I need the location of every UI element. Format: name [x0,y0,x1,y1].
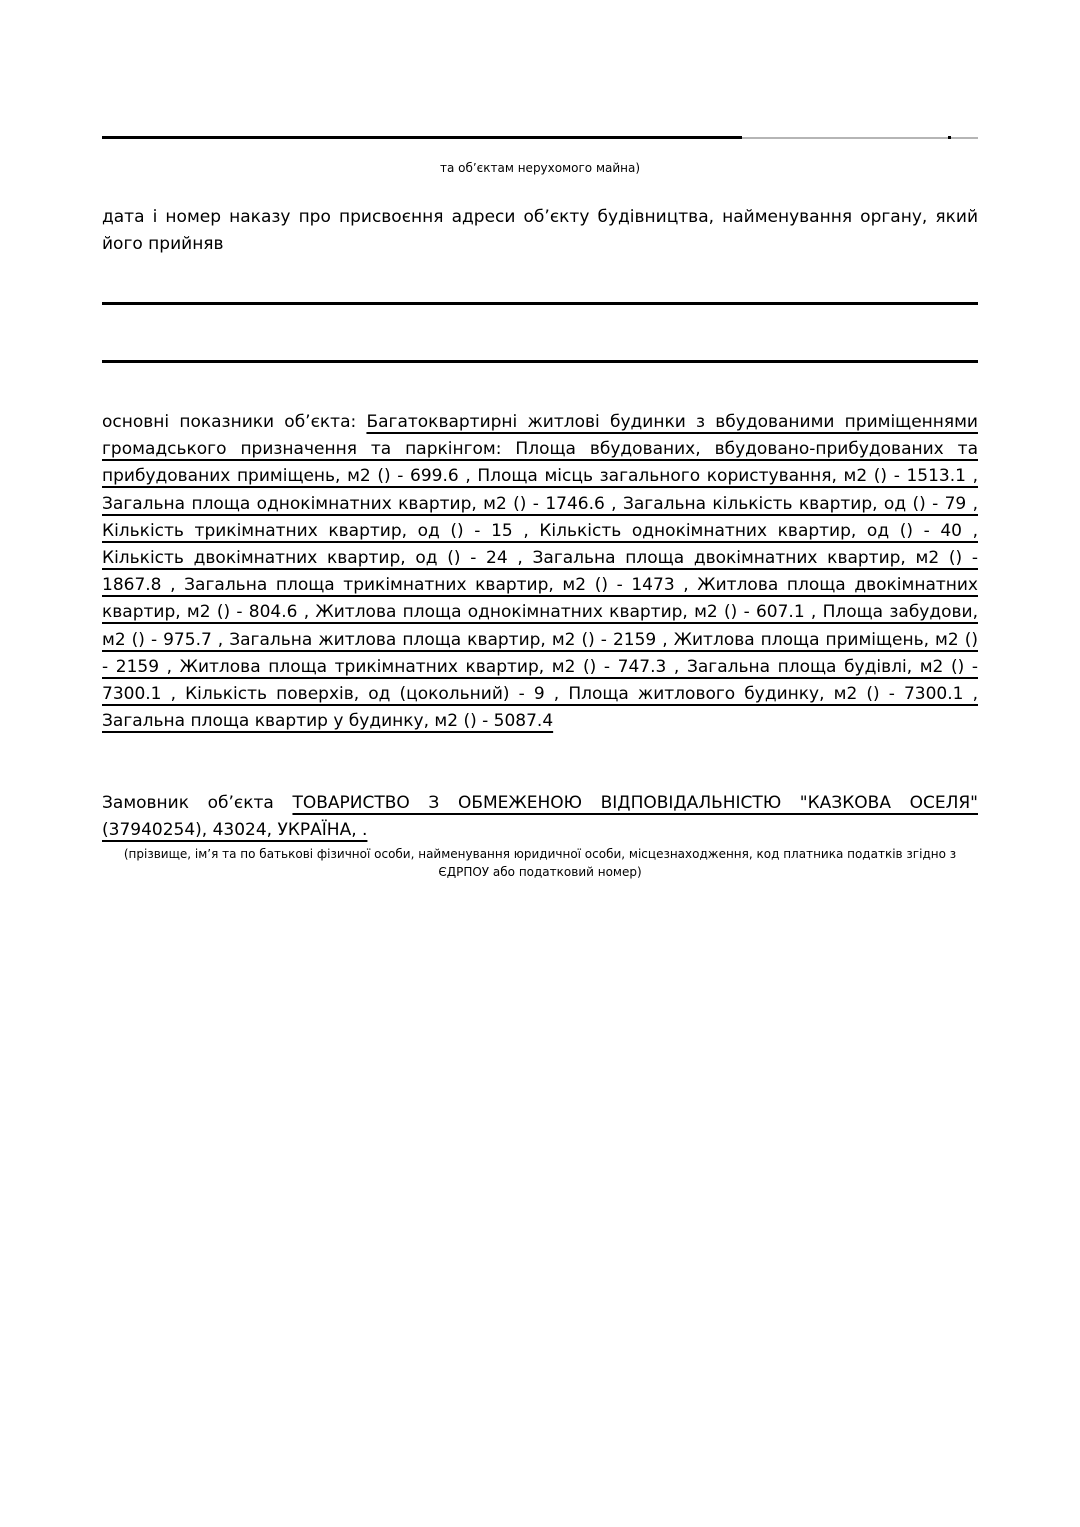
customer-value: ТОВАРИСТВО З ОБМЕЖЕНОЮ ВІДПОВІДАЛЬНІСТЮ "КАЗКОВА ОСЕЛЯ" (37940254), 43024, УКРАЇНА, . [102,793,978,840]
order-field-label: дата і номер наказу про присвоєння адреси об’єкту будівництва, найменування органу, який його прийняв [102,207,978,254]
object-indicators-paragraph [102,409,978,735]
customer-field-caption: (прізвище, ім’я та по батькові фізичної особи, найменування юридичної особи, місцезнаходження, код платника податків згідно з ЄДРПОУ або податковий номер) [123,847,957,879]
registry-field-caption: та об’єктам нерухомого майна) [439,161,641,175]
order-blank-line-1 [102,302,978,305]
object-indicators-value: Багатоквартирні житлові будинки з вбудованими приміщеннями громадського призначення та паркінгом: Площа вбудованих, вбудовано-прибудованих та прибудованих приміщень, м2 () - 699.6 , Площа місць загального користування, м2 () - 1513.1 , Загальна площа однокімнатних квартир, м2 () - 1746.6 , Загальна кількість квартир, од () - 79 , Кількість трикімнатних квартир, од () - 15 , Кількість однокімнатних квартир, од () - 40 , Кількість двокімнатних квартир, од () - 24 , Загальна площа двокімнатних квартир, м2 () - 1867.8 , Загальна площа трикімнатних квартир, м2 () - 1473 , Житлова площа двокімнатних квартир, м2 () - 804.6 , Житлова площа однокімнатних квартир, м2 () - 607.1 , Площа забудови, м2 () - 975.7 , Загальна житлова площа квартир, м2 () - 2159 , Житлова площа приміщень, м2 () - 2159 , Житлова площа трикімнатних квартир, м2 () - 747.3 , Загальна площа будівлі, м2 () - 7300.1 , Кількість поверхів, од (цокольний) - 9 , Площа житлового будинку, м2 () - 7300.1 , Загальна площа квартир у будинку, м2 () - 5087.4 [102,412,978,732]
registry-line-dot [948,136,951,139]
registry-line-faded [742,137,978,139]
registry-line-filled [102,136,742,139]
customer-paragraph [102,790,978,844]
registry-field-line [102,136,978,139]
order-blank-line-2 [102,360,978,363]
object-indicators-label: основні показники об’єкта: [102,412,367,432]
customer-label: Замовник об’єкта [102,793,293,813]
